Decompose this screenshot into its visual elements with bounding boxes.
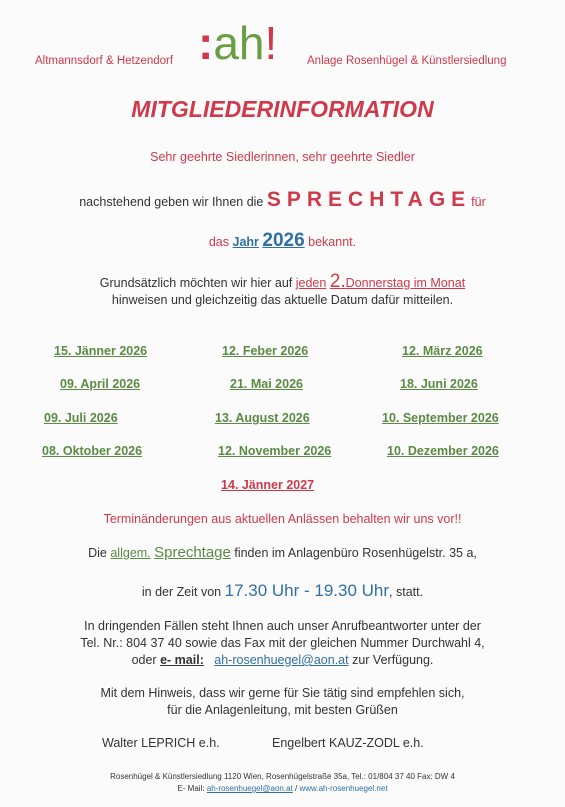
location-allgem: allgem. <box>110 546 151 560</box>
location-line <box>0 544 565 561</box>
year-after: bekannt. <box>308 235 357 249</box>
time-after: , statt. <box>389 585 424 599</box>
header-left-text: Altmannsdorf & Hetzendorf <box>35 55 174 67</box>
intro-line <box>0 188 565 212</box>
sprechtage-highlight: SPRECHTAGE <box>266 188 472 211</box>
footer-separator: / <box>295 784 298 793</box>
date-item-next-year: 14. Jänner 2027 <box>221 478 315 492</box>
logo-ah: ah <box>213 17 265 69</box>
year-line <box>0 230 565 252</box>
urgent-after: zur Verfügung. <box>352 653 434 667</box>
principle-num: 2. <box>329 271 346 292</box>
date-item: 12. Feber 2026 <box>222 344 309 358</box>
date-item: 10. Dezember 2026 <box>387 444 499 458</box>
date-item: 13. August 2026 <box>215 411 310 425</box>
logo-exclaim: ! <box>264 17 278 69</box>
year-number: 2026 <box>262 230 305 251</box>
year-before: das <box>208 235 230 249</box>
greeting: Sehr geehrte Siedlerinnen, sehr geehrte Siedler <box>150 150 415 164</box>
closing-line-2: für die Anlagenleitung, mit besten Grüßen <box>167 703 398 717</box>
date-item: 09. April 2026 <box>60 377 141 391</box>
header-right-text: Anlage Rosenhügel & Künstlersiedlung <box>307 55 507 67</box>
time-before: in der Zeit von <box>141 585 222 599</box>
date-item: 12. März 2026 <box>402 344 483 358</box>
logo-colon: : <box>198 17 214 69</box>
footer-contact <box>0 784 565 793</box>
closing-line-1: Mit dem Hinweis, dass wir gerne für Sie tätig sind empfehlen sich, <box>100 686 465 700</box>
principle-jeden: jeden <box>295 276 327 290</box>
date-item: 15. Jänner 2026 <box>54 344 148 358</box>
principle-line-1 <box>0 271 565 293</box>
location-after: finden im Anlagenbüro Rosenhügelstr. 35 a, <box>234 546 477 560</box>
date-item: 18. Juni 2026 <box>400 377 478 391</box>
date-item: 09. Juli 2026 <box>44 411 118 425</box>
ah-logo <box>198 17 278 69</box>
footer-email-link[interactable]: ah-rosenhuegel@aon.at <box>206 784 293 793</box>
signature-leprich: Walter LEPRICH e.h. <box>102 736 220 750</box>
intro-after: für <box>471 195 486 209</box>
year-word: Jahr <box>232 235 259 249</box>
date-item: 10. September 2026 <box>382 411 499 425</box>
urgent-line-2: Tel. Nr.: 804 37 40 sowie das Fax mit der gleichen Nummer Durchwahl 4, <box>80 636 485 650</box>
principle-before: Grundsätzlich möchten wir hier auf <box>99 276 293 290</box>
date-item: 12. November 2026 <box>218 444 332 458</box>
location-before: Die <box>88 546 107 560</box>
time-range: 17.30 Uhr - 19.30 Uhr <box>224 581 390 600</box>
footer-email-prefix: E- Mail: <box>177 784 205 793</box>
time-line <box>0 581 565 601</box>
page-title: MITGLIEDERINFORMATION <box>131 96 434 122</box>
changes-note: Terminänderungen aus aktuellen Anlässen behalten wir uns vor!! <box>103 512 462 526</box>
urgent-line-1: In dringenden Fällen steht Ihnen auch unser Anrufbeantworter unter der <box>84 619 481 633</box>
intro-before: nachstehend geben wir Ihnen die <box>79 195 264 209</box>
date-item: 08. Oktober 2026 <box>42 444 143 458</box>
email-link[interactable]: ah-rosenhuegel@aon.at <box>214 653 349 667</box>
location-sprechtage: Sprechtage <box>154 544 231 561</box>
urgent-line-3 <box>0 653 565 667</box>
signature-kauz-zodl: Engelbert KAUZ-ZODL e.h. <box>272 736 424 750</box>
footer-address: Rosenhügel & Künstlersiedlung 1120 Wien, Rosenhügelstraße 35a, Tel.: 01/804 37 40 Fax: DW 4 <box>110 772 455 781</box>
email-label: e- mail: <box>160 653 204 667</box>
footer-website-link[interactable]: www.ah-rosenhuegel.net <box>299 784 388 793</box>
urgent-oder: oder <box>131 653 157 667</box>
principle-donnerstag: Donnerstag im Monat <box>345 276 466 290</box>
principle-line-2: hinweisen und gleichzeitig das aktuelle Datum dafür mitteilen. <box>111 293 454 307</box>
date-item: 21. Mai 2026 <box>230 377 303 391</box>
